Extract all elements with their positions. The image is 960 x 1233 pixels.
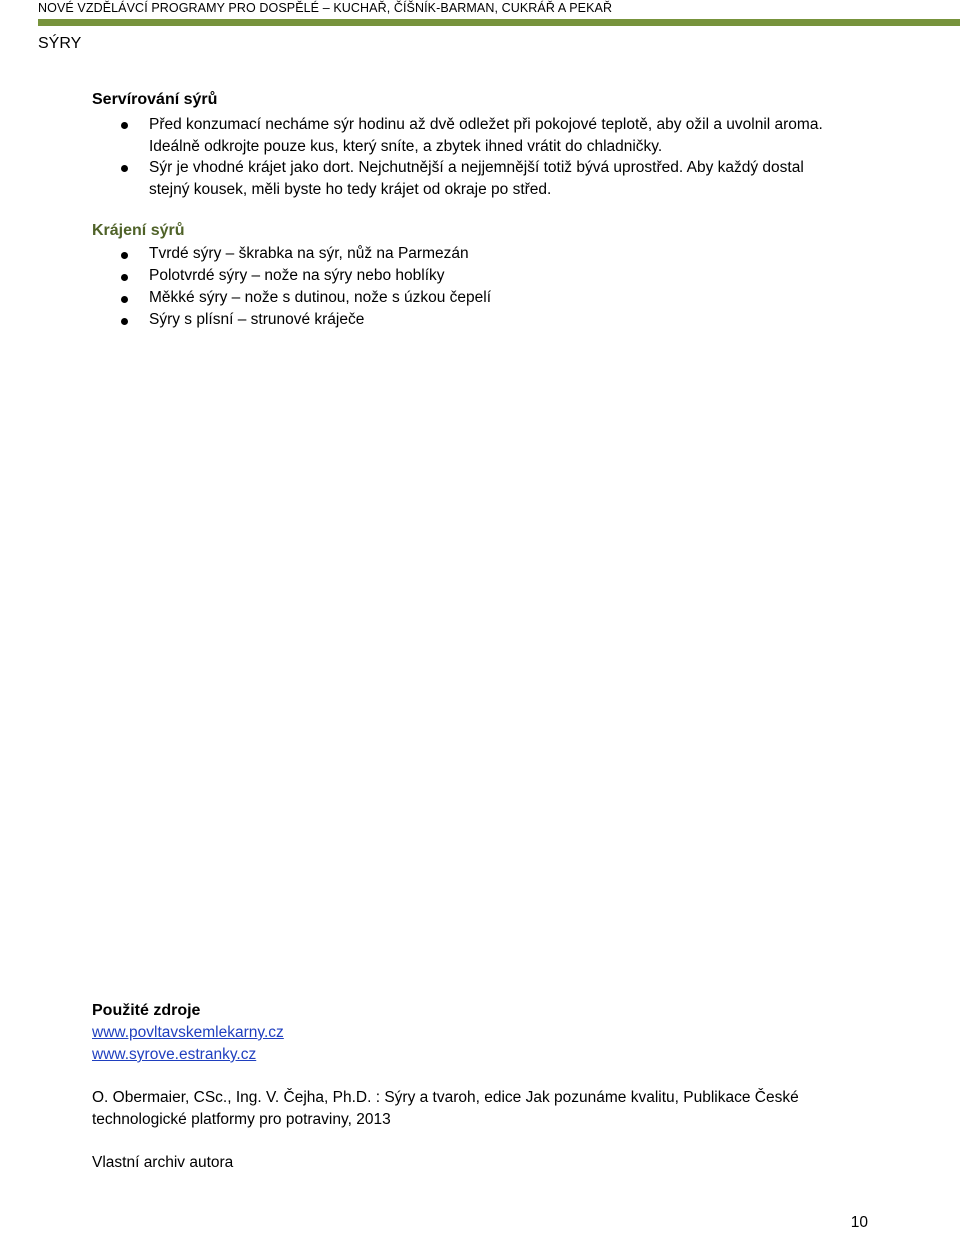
section-label: SÝRY	[38, 35, 82, 52]
source-link-povltavskemlekarny[interactable]: www.povltavskemlekarny.cz	[92, 1024, 284, 1041]
sources-heading: Použité zdroje	[92, 1002, 201, 1019]
cutting-heading: Krájení sýrů	[92, 222, 185, 239]
reference-line-2: technologické platformy pro potraviny, 2013	[92, 1111, 391, 1128]
serving-item-1: Před konzumací necháme sýr hodinu až dvě odležet při pokojové teplotě, aby ožil a uvolnil aroma.	[149, 116, 823, 133]
bullet-icon	[121, 274, 128, 281]
cutting-item-3: Měkké sýry – nože s dutinou, nože s úzkou čepelí	[149, 289, 492, 306]
serving-heading: Servírování sýrů	[92, 91, 218, 108]
source-link-syrove[interactable]: www.syrove.estranky.cz	[92, 1046, 257, 1063]
archive-note: Vlastní archiv autora	[92, 1154, 234, 1171]
bullet-icon	[121, 122, 128, 129]
cutting-item-2: Polotvrdé sýry – nože na sýry nebo hoblíky	[149, 267, 445, 284]
serving-item-3: Sýr je vhodné krájet jako dort. Nejchutnější a nejjemnější totiž bývá uprostřed. Aby každý dostal	[149, 159, 804, 176]
reference-line-1: O. Obermaier, CSc., Ing. V. Čejha, Ph.D. : Sýry a tvaroh, edice Jak pozunáme kvalitu, Publikace České	[92, 1089, 799, 1106]
serving-item-2: Ideálně odkrojte pouze kus, který sníte, a zbytek ihned vrátit do chladničky.	[149, 138, 663, 155]
bullet-icon	[121, 318, 128, 325]
cutting-item-1: Tvrdé sýry – škrabka na sýr, nůž na Parmezán	[149, 245, 469, 262]
page-number: 10	[850, 1214, 868, 1231]
bullet-icon	[121, 296, 128, 303]
bullet-icon	[121, 252, 128, 259]
bullet-icon	[121, 165, 128, 172]
header-title: NOVÉ VZDĚLÁVCÍ PROGRAMY PRO DOSPĚLÉ – KUCHAŘ, ČÍŠNÍK-BARMAN, CUKRÁŘ A PEKAŘ	[38, 1, 613, 15]
serving-item-3-continuation: stejný kousek, měli byste ho tedy krájet od okraje po střed.	[149, 181, 552, 198]
header-bar	[38, 19, 960, 26]
cutting-item-4: Sýry s plísní – strunové kráječe	[149, 311, 365, 328]
